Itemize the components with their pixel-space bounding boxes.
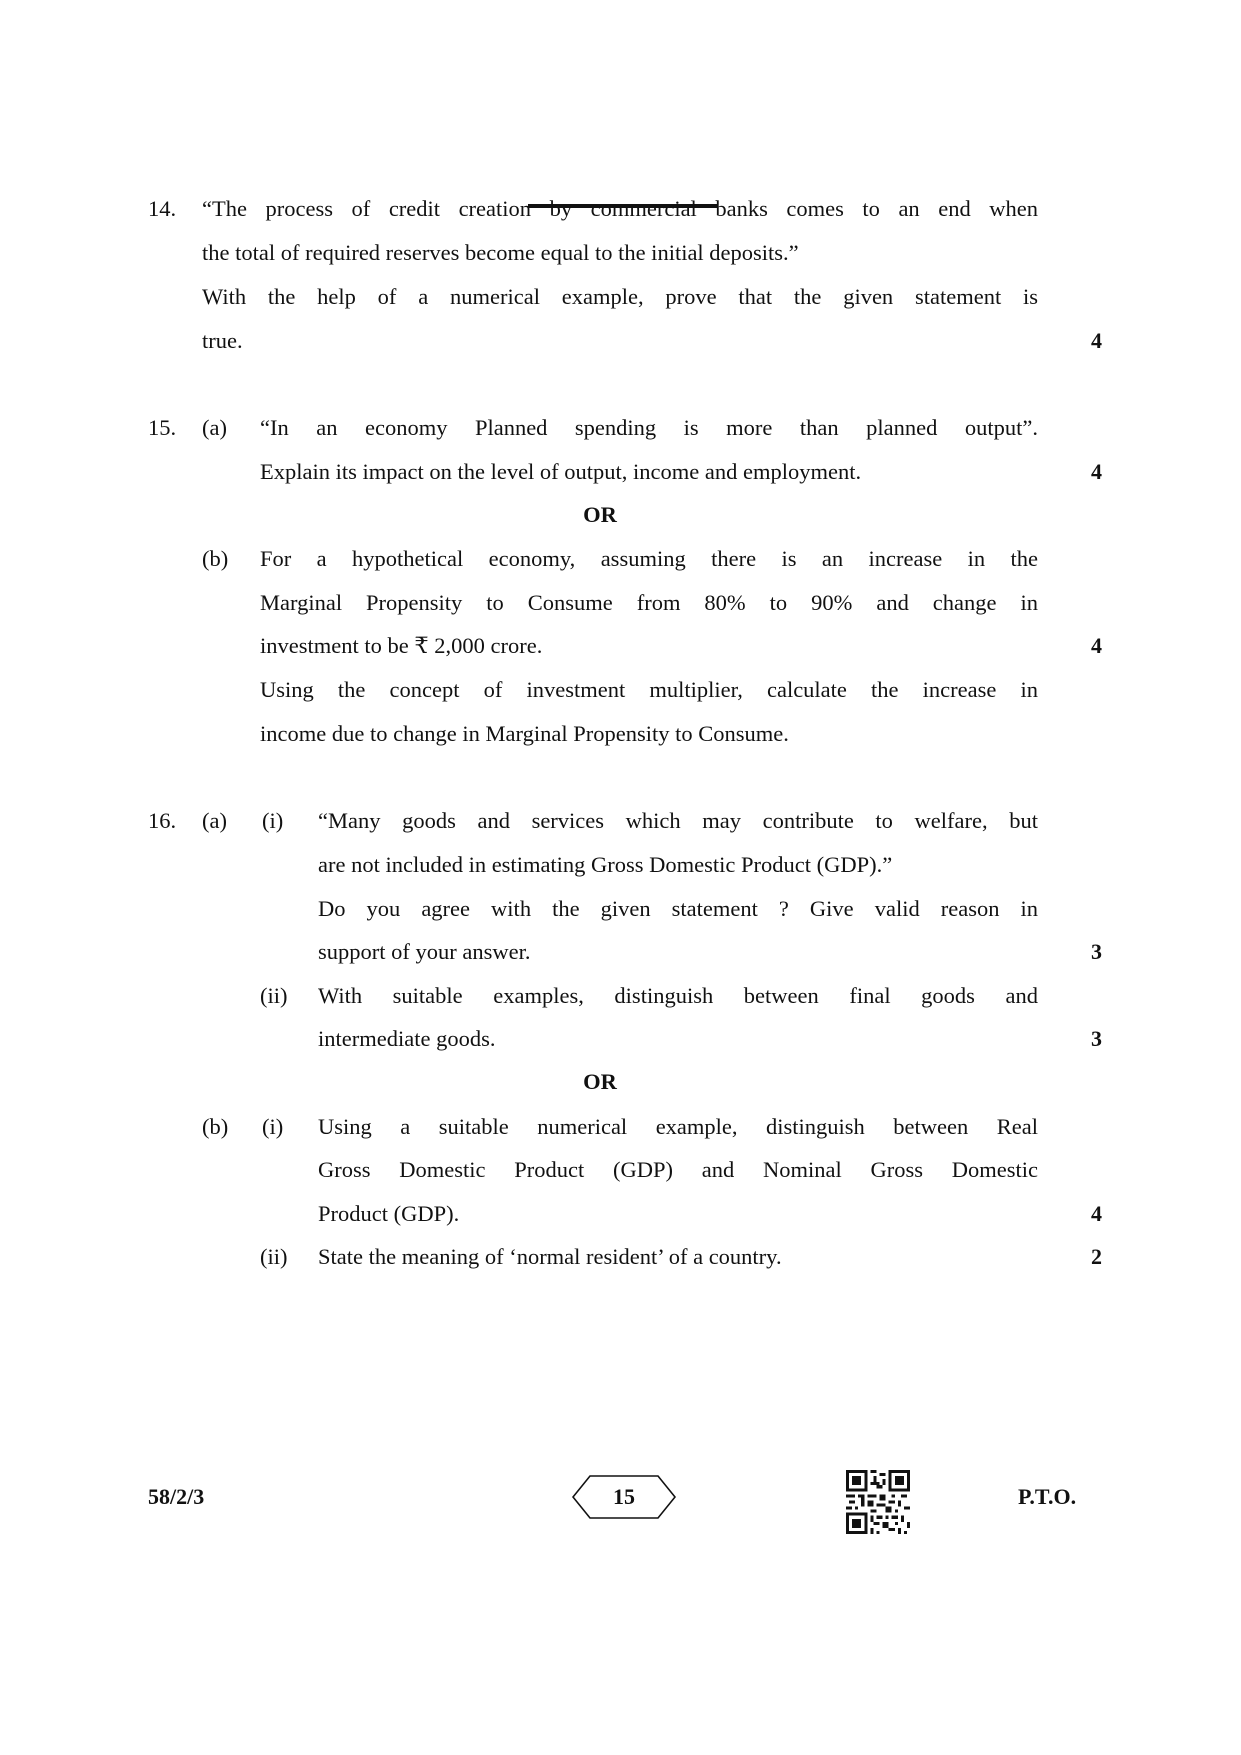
question-line: investment to be ₹ 2,000 crore.: [260, 633, 543, 658]
question-line: Marginal Propensity to Consume from 80% to 90% and change in: [260, 590, 1038, 615]
marks: 4: [1091, 633, 1102, 658]
page-number: 15: [613, 1484, 635, 1509]
marks: 4: [1091, 328, 1102, 353]
part-label: (b): [202, 546, 229, 571]
question-line: With the help of a numerical example, prove that the given statement is: [202, 284, 1038, 309]
part-label: (a): [202, 808, 227, 833]
marks: 4: [1091, 459, 1102, 484]
question-number: 16.: [148, 808, 177, 833]
question-line: are not included in estimating Gross Domestic Product (GDP).”: [318, 852, 893, 877]
question-line: Explain its impact on the level of output, income and employment.: [260, 459, 862, 484]
question-line: Gross Domestic Product (GDP) and Nominal Gross Domestic: [318, 1157, 1038, 1182]
question-number: 14.: [148, 196, 177, 221]
marks: 2: [1091, 1244, 1102, 1269]
marks: 4: [1091, 1201, 1102, 1226]
question-line: true.: [202, 328, 243, 353]
marks: 3: [1091, 939, 1102, 964]
subpart-label: (ii): [260, 1244, 288, 1269]
question-line: Using a suitable numerical example, distinguish between Real: [318, 1114, 1038, 1139]
question-line: “Many goods and services which may contribute to welfare, but: [318, 808, 1038, 833]
question-line: For a hypothetical economy, assuming there is an increase in the: [260, 546, 1038, 571]
part-label: (a): [202, 415, 227, 440]
question-line: Using the concept of investment multiplier, calculate the increase in: [260, 677, 1038, 702]
question-line: Do you agree with the given statement ? Give valid reason in: [318, 896, 1038, 921]
question-line: “The process of credit creation by commercial banks comes to an end when: [202, 196, 1038, 221]
question-line: Product (GDP).: [318, 1201, 460, 1226]
question-line: support of your answer.: [318, 939, 531, 964]
qr-code-icon: [846, 1470, 910, 1534]
subpart-label: (ii): [260, 983, 288, 1008]
marks: 3: [1091, 1026, 1102, 1051]
question-line: With suitable examples, distinguish between final goods and: [318, 983, 1038, 1008]
question-number: 15.: [148, 415, 177, 440]
question-line: income due to change in Marginal Propensity to Consume.: [260, 721, 789, 746]
or-separator: OR: [583, 502, 617, 527]
question-line: the total of required reserves become equal to the initial deposits.”: [202, 240, 799, 265]
please-turn-over: P.T.O.: [1018, 1484, 1077, 1509]
paper-code: 58/2/3: [148, 1484, 205, 1509]
question-line: State the meaning of ‘normal resident’ of a country.: [318, 1244, 782, 1269]
part-label: (b): [202, 1114, 229, 1139]
or-separator: OR: [583, 1069, 617, 1094]
question-line: “In an economy Planned spending is more than planned output”.: [260, 415, 1038, 440]
subpart-label: (i): [262, 808, 284, 833]
subpart-label: (i): [262, 1114, 284, 1139]
question-line: intermediate goods.: [318, 1026, 496, 1051]
